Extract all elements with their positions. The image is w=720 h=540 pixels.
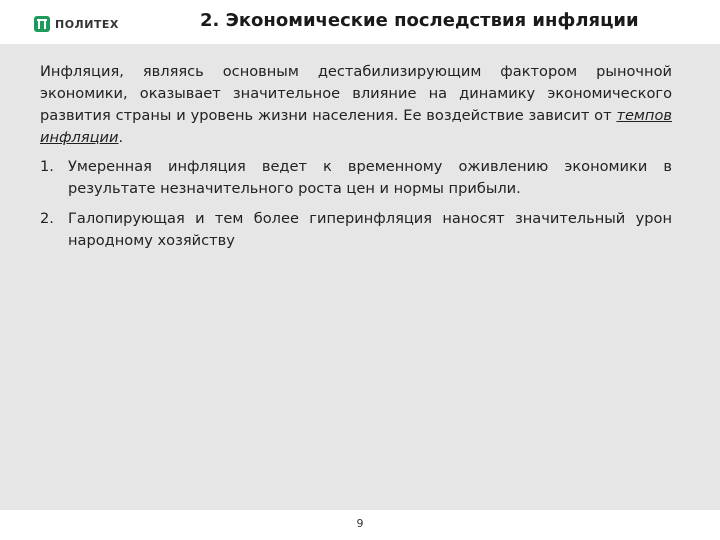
- logo: [34, 14, 119, 34]
- list-item: [40, 208, 672, 252]
- page-number: 9: [356, 517, 364, 530]
- list-item-number: 1.: [40, 158, 54, 175]
- list-item-number: 2.: [40, 210, 54, 227]
- numbered-list: [40, 156, 672, 260]
- intro-text-end: .: [118, 129, 124, 146]
- slide-header: [0, 0, 720, 44]
- intro-text: Инфляция, являясь основным дестабилизирующим фактором рыночной экономики, оказывает значительное влияние на динамику экономического развития страны и уровень жизни населения. Ее воздействие зависит от: [40, 63, 672, 124]
- intro-emphasis: темпов инфляции: [40, 107, 672, 146]
- slide-footer: [0, 510, 720, 540]
- list-item: [40, 156, 672, 200]
- politeh-logo-icon: [34, 16, 50, 32]
- logo-text: ПОЛИТЕХ: [55, 17, 119, 31]
- slide-title: 2. Экономические последствия инфляции: [200, 10, 639, 31]
- intro-paragraph: [40, 61, 672, 149]
- list-item-text: Умеренная инфляция ведет к временному оживлению экономики в результате незначительного роста цен и нормы прибыли.: [68, 158, 672, 197]
- slide-content: [0, 44, 720, 510]
- list-item-text: Галопирующая и тем более гиперинфляция наносят значительный урон народному хозяйству: [68, 210, 672, 249]
